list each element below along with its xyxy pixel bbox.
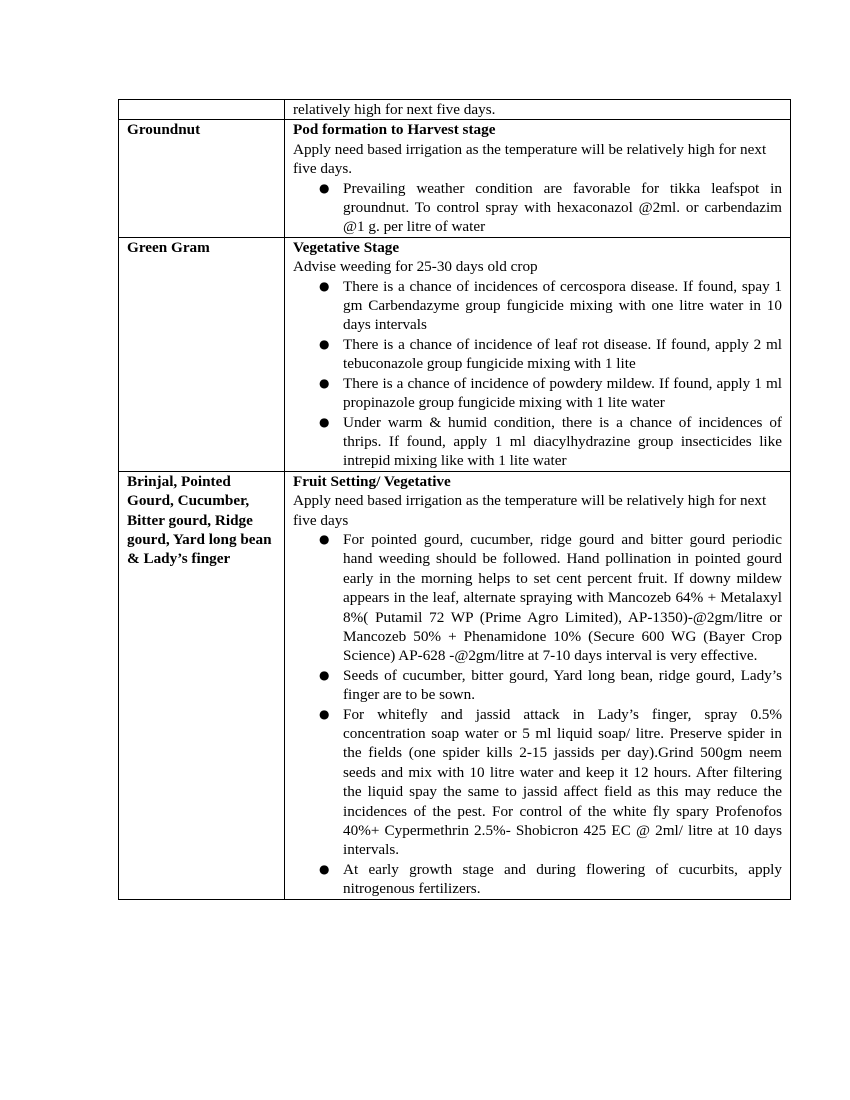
advice-text: relatively high for next five days. [293,101,496,118]
bullet-icon: ● [319,861,330,876]
crop-name-cell [119,100,285,120]
advice-bullet-list [293,530,782,899]
list-item [293,666,782,705]
bullet-icon: ● [319,531,330,546]
table-row [119,471,791,899]
bullet-text: At early growth stage and during flowering of cucurbits, apply nitrogenous fertilizers. [343,860,782,898]
bullet-text: For pointed gourd, cucumber, ridge gourd and bitter gourd periodic hand weeding should be followed. Hand pollination in pointed gourd early in the morning helps to set cent percent fruit. If downy mildew appears in the leaf, alternate spraying with Mancozeb 64% + Metalaxyl 8%( Putamil 72 WP (Prime Agro Limited), AP-1350)-@2gm/litre or Mancozeb 50% + Phenamidone 10% (Secure 600 WG (Bayer Crop Science) AP-628 -@2gm/litre at 7-10 days interval is very effective. [343,530,782,665]
bullet-text: Under warm & humid condition, there is a chance of incidences of thrips. If found, apply 1 ml diacylhydrazine group insecticides like intrepid mixing like with 1 lite water [343,413,782,470]
advice-cell [285,471,791,899]
bullet-icon: ● [319,180,330,195]
bullet-text: There is a chance of incidence of powdery mildew. If found, apply 1 ml propinazole group fungicide mixing with 1 lite water [343,374,782,412]
crop-stage-heading: Fruit Setting/ Vegetative [293,472,451,490]
bullet-text: For whitefly and jassid attack in Lady’s finger, spray 0.5% concentration soap water or 5 ml liquid soap/ litre. Preserve spider in the fields (one spider kills 2-15 jassids per day).Grind 500gm neem seeds and mix with 10 litre water and keep it 12 hours. After filtering the liquid spay the same to jassid affect field as this may reduce the incidences of the pest. For control of the white fly spary Profenofos 40%+ Cypermethrin 2.5%- Shobicron 425 EC @ 2ml/ litre at 10 days intervals. [343,705,782,859]
crop-name-cell: Brinjal, Pointed Gourd, Cucumber, Bitter gourd, Ridge gourd, Yard long bean & Lady’s finger [119,471,285,899]
crop-name-cell: Groundnut [119,120,285,237]
advice-bullet-list [293,277,782,471]
list-item [293,179,782,237]
advice-cell [285,237,791,471]
crop-stage-heading: Vegetative Stage [293,238,400,256]
list-item [293,530,782,666]
bullet-text: There is a chance of incidence of leaf rot disease. If found, apply 2 ml tebuconazole group fungicide mixing with 1 lite [343,335,782,373]
advice-cell [285,120,791,237]
advice-cell [285,100,791,120]
table-row [119,100,791,120]
bullet-icon: ● [319,706,330,721]
crop-name-cell: Green Gram [119,237,285,471]
bullet-text: Seeds of cucumber, bitter gourd, Yard long bean, ridge gourd, Lady’s finger are to be sown. [343,666,782,704]
crop-advisory-table [118,99,791,900]
list-item [293,277,782,335]
table-row [119,120,791,237]
table-row [119,237,791,471]
advice-text: Apply need based irrigation as the temperature will be relatively high for next five days. [293,140,767,178]
advisory-table-body [119,100,791,900]
bullet-icon: ● [319,667,330,682]
list-item [293,413,782,471]
bullet-icon: ● [319,336,330,351]
bullet-icon: ● [319,278,330,293]
list-item [293,335,782,374]
bullet-icon: ● [319,414,330,429]
bullet-icon: ● [319,375,330,390]
crop-stage-heading: Pod formation to Harvest stage [293,121,496,139]
list-item [293,374,782,413]
advice-text: Advise weeding for 25-30 days old crop [293,258,538,276]
advice-text: Apply need based irrigation as the temperature will be relatively high for next five days [293,492,767,529]
bullet-text: There is a chance of incidences of cercospora disease. If found, spay 1 gm Carbendazyme group fungicide mixing with one litre water in 10 days intervals [343,277,782,334]
advice-bullet-list [293,179,782,237]
list-item [293,860,782,899]
list-item [293,705,782,860]
bullet-text: Prevailing weather condition are favorable for tikka leafspot in groundnut. To control spray with hexaconazol @2ml. or carbendazim @1 g. per litre of water [343,179,782,236]
